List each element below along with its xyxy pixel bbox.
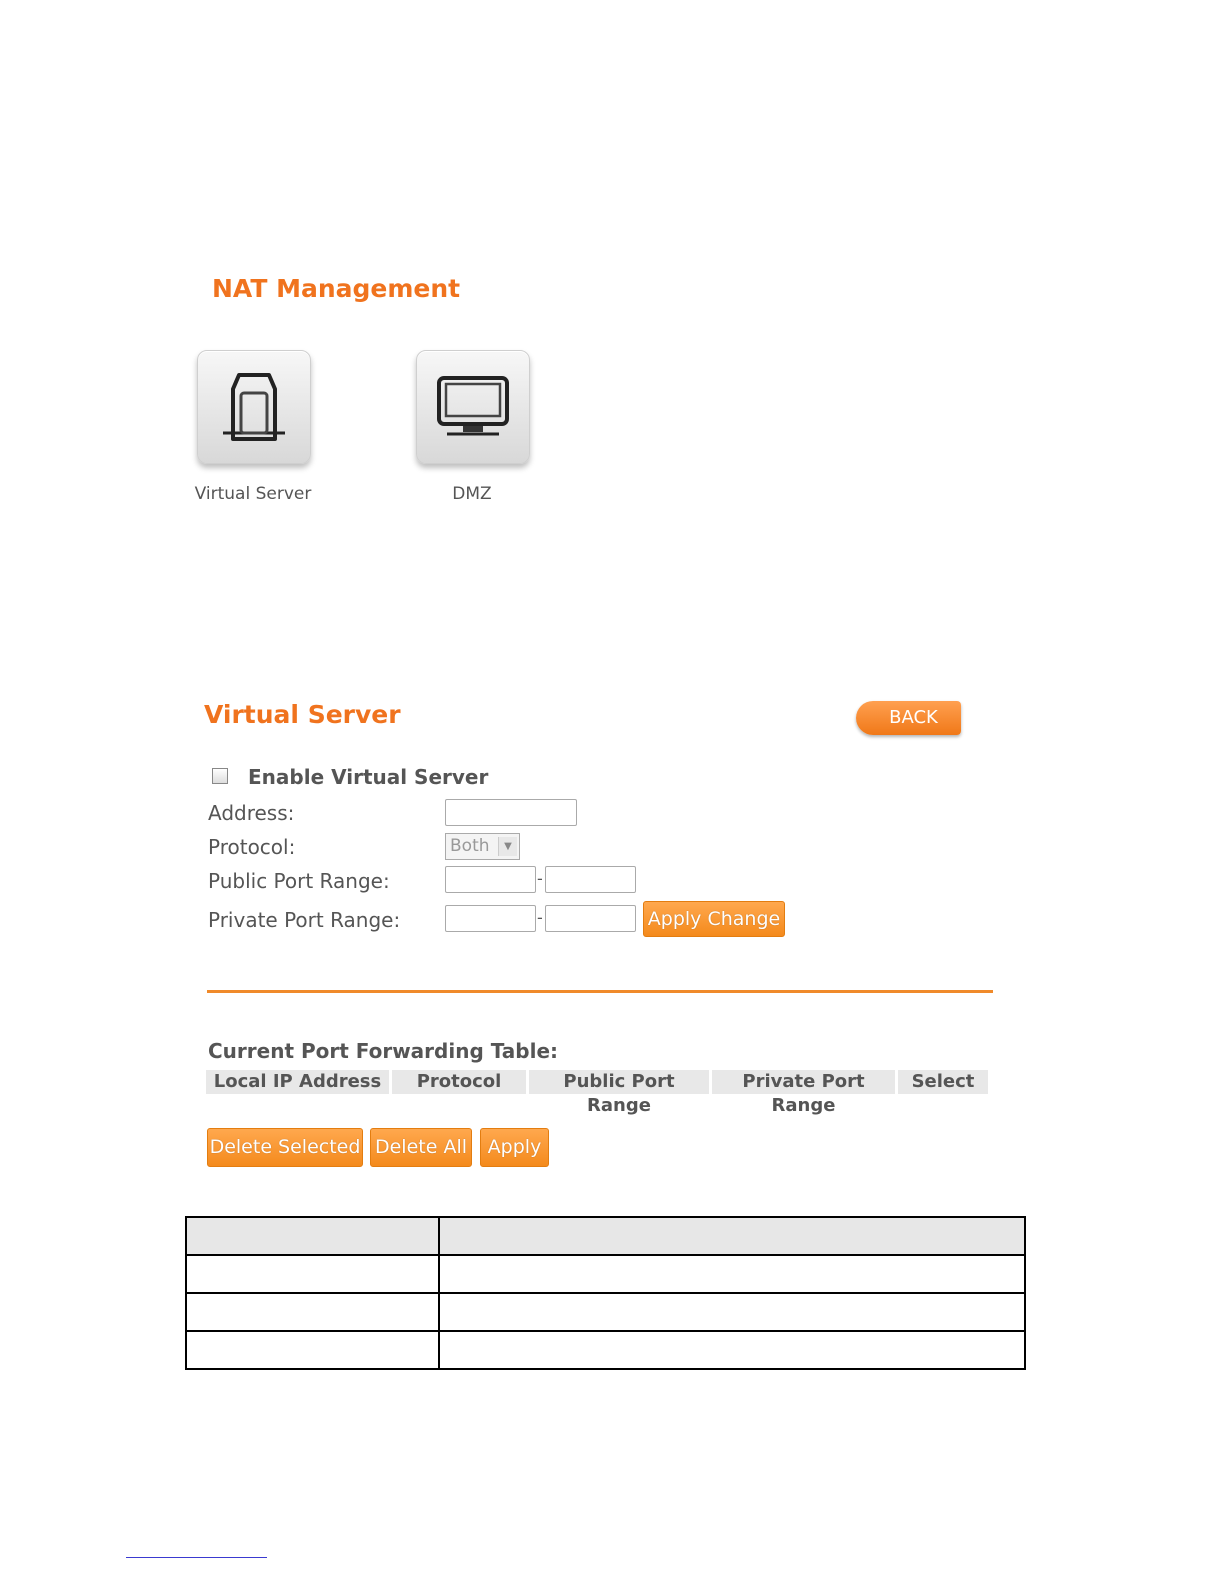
- virtual-server-icon: [219, 367, 289, 447]
- apply-change-button[interactable]: Apply Change: [643, 901, 785, 937]
- nat-management-title: NAT Management: [212, 274, 461, 303]
- footer-rule: [126, 1557, 267, 1558]
- document-table: [185, 1216, 1026, 1370]
- public-port-range-label: Public Port Range:: [208, 869, 390, 893]
- table-row: [186, 1255, 1025, 1293]
- dmz-label[interactable]: DMZ: [452, 484, 492, 504]
- column-select: Select: [898, 1070, 988, 1094]
- protocol-select[interactable]: [445, 833, 520, 860]
- column-public-port-range: Public Port Range: [529, 1070, 709, 1094]
- enable-virtual-server-label: Enable Virtual Server: [248, 765, 489, 789]
- virtual-server-tile[interactable]: [197, 350, 311, 464]
- table-row: [186, 1331, 1025, 1369]
- address-label: Address:: [208, 801, 295, 825]
- column-local-ip-address: Local IP Address: [206, 1070, 389, 1094]
- chevron-down-icon: ▼: [498, 837, 517, 856]
- virtual-server-title: Virtual Server: [204, 700, 401, 729]
- column-protocol: Protocol: [392, 1070, 526, 1094]
- virtual-server-label[interactable]: Virtual Server: [194, 484, 312, 504]
- table-row: [186, 1293, 1025, 1331]
- private-port-end-input[interactable]: [545, 905, 636, 932]
- table-row: [186, 1217, 1025, 1255]
- apply-button[interactable]: Apply: [480, 1128, 549, 1167]
- private-range-separator: -: [537, 908, 543, 927]
- forwarding-table-header: [206, 1070, 994, 1116]
- public-range-separator: -: [537, 869, 543, 888]
- protocol-label: Protocol:: [208, 835, 296, 859]
- private-port-range-label: Private Port Range:: [208, 908, 401, 932]
- delete-selected-button[interactable]: Delete Selected: [207, 1128, 363, 1167]
- protocol-select-value: Both: [450, 836, 490, 856]
- address-input[interactable]: [445, 799, 577, 826]
- dmz-tile[interactable]: [416, 350, 530, 464]
- public-port-end-input[interactable]: [545, 866, 636, 893]
- monitor-icon: [433, 372, 513, 442]
- private-port-start-input[interactable]: [445, 905, 536, 932]
- delete-all-button[interactable]: Delete All: [370, 1128, 472, 1167]
- public-port-start-input[interactable]: [445, 866, 536, 893]
- section-divider: [207, 990, 993, 993]
- forwarding-table-title: Current Port Forwarding Table:: [208, 1039, 559, 1063]
- back-button[interactable]: BACK: [856, 701, 961, 735]
- enable-virtual-server-checkbox[interactable]: [212, 768, 228, 784]
- column-private-port-range: Private Port Range: [712, 1070, 895, 1094]
